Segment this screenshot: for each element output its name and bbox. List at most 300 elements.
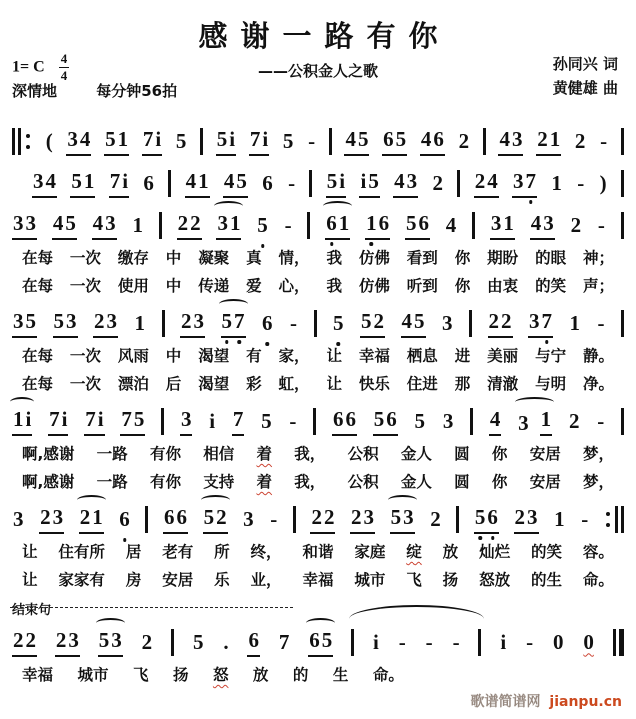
note-char: 6 — [433, 126, 444, 151]
note-char: 7 — [85, 406, 96, 431]
lyric-cell: 绽 — [406, 543, 422, 561]
octave-dot-below — [225, 340, 229, 344]
octave-dot-below — [266, 342, 270, 346]
note-char: 5 — [236, 168, 247, 193]
note-char: 4 — [420, 126, 432, 151]
note-token — [180, 309, 205, 338]
note-char: 1 — [132, 212, 143, 237]
note-char: - — [308, 128, 316, 153]
note-token — [553, 507, 566, 532]
lyric-cell: 圆 — [454, 445, 470, 463]
note-char: 3 — [527, 504, 538, 529]
note-token — [163, 505, 188, 534]
note-token — [104, 127, 129, 156]
note-char: 7 — [541, 309, 554, 334]
note-token — [192, 630, 205, 655]
barline-mark — [621, 128, 624, 155]
watermark-site-name: 歌谱简谱网 — [470, 694, 541, 710]
lyric-cell: 使用 — [117, 277, 149, 295]
lyric-cell: 的笑 — [535, 277, 567, 295]
note-char: 2 — [568, 408, 580, 433]
note-char: 6 — [176, 504, 187, 529]
lyric-cell: 缴存 — [117, 249, 149, 267]
note-char: 2 — [501, 308, 512, 333]
header — [0, 0, 636, 108]
note-char: 4 — [487, 168, 498, 193]
note-char: 5 — [25, 308, 36, 333]
lyric-cell: 仿佛 — [358, 277, 390, 295]
note-token — [282, 129, 295, 154]
barline-mark — [307, 212, 310, 239]
lyric-cell: 一次 — [69, 277, 101, 295]
lyric-cell: 看到 — [406, 249, 438, 267]
lyric-cell: 栖息 — [406, 347, 438, 365]
note-token — [350, 505, 375, 534]
barline-mark — [457, 170, 460, 197]
note-token — [242, 507, 255, 532]
note-char: 6 — [378, 210, 390, 235]
note-char: 6 — [418, 210, 429, 235]
note-char: 3 — [243, 506, 254, 531]
barline-mark — [621, 170, 624, 197]
lyric-cell: 爱 — [246, 277, 262, 295]
lyric-cell: 你 — [491, 445, 508, 463]
note-token — [568, 409, 581, 434]
lyric-cell: 幸福 — [302, 571, 334, 589]
octave-dot-below — [337, 342, 341, 346]
note-token — [247, 628, 260, 657]
note-char: 3 — [490, 210, 502, 235]
key-value: C — [33, 58, 45, 76]
note-char: - — [526, 629, 534, 654]
slur-arc — [214, 201, 243, 211]
lyric-cell: 仿佛 — [358, 249, 390, 267]
lyric-cell: 着 — [256, 473, 273, 491]
barline — [162, 310, 165, 337]
lyric-cell: 那 — [454, 375, 471, 393]
lyric-cell: 你 — [454, 277, 471, 295]
barline — [621, 408, 624, 435]
note-char: 3 — [518, 410, 529, 435]
lyric-cell: 凝聚 — [198, 249, 230, 267]
note-char: 6 — [262, 170, 273, 195]
note-token — [12, 407, 32, 436]
lyric-cell: 的眼 — [535, 249, 567, 267]
note-char: 2 — [351, 504, 362, 529]
lyric-cell: 安居 — [162, 571, 194, 589]
lyric-cell: 安居 — [529, 473, 561, 491]
note-char: - — [284, 212, 292, 237]
note-token — [405, 211, 430, 240]
note-token — [185, 169, 210, 198]
note-char: 5 — [261, 408, 272, 433]
note-char: 3 — [68, 627, 79, 652]
repeat-dots — [26, 134, 30, 149]
note-char: i — [122, 168, 129, 193]
note-char: 6 — [345, 406, 356, 431]
music-line — [10, 406, 626, 436]
final-barline — [613, 629, 624, 656]
note-token — [332, 407, 357, 436]
note-token — [597, 311, 606, 336]
note-token — [552, 630, 565, 655]
barline-mark — [145, 506, 148, 533]
note-char: i — [209, 408, 216, 433]
barline-mark — [171, 629, 174, 656]
note-token — [514, 505, 539, 534]
note-char: - — [597, 212, 605, 237]
barline-mark — [621, 310, 624, 337]
lyric-cell: 中 — [165, 277, 182, 295]
barline — [313, 408, 316, 435]
barline — [472, 212, 475, 239]
repeat-dots — [606, 512, 610, 527]
lyric-line — [10, 246, 626, 268]
note-token — [269, 507, 278, 532]
note-token — [45, 129, 54, 154]
note-token — [414, 409, 427, 434]
note-char: 5 — [216, 126, 228, 151]
lyric-cell: 我， — [294, 473, 326, 491]
note-char: 5 — [71, 168, 82, 193]
lyric-cell: 进 — [454, 347, 471, 365]
note-char: 3 — [363, 504, 375, 529]
barline — [159, 212, 162, 239]
expression-marking: 深情地 — [12, 82, 58, 100]
note-char: i — [61, 406, 68, 431]
note-char: 3 — [13, 308, 24, 333]
barline-mark — [309, 170, 312, 197]
end-repeat — [604, 506, 624, 533]
note-token — [55, 628, 80, 657]
note-token — [12, 211, 37, 240]
note-char: 3 — [105, 210, 116, 235]
ending-label: 结束句 — [12, 603, 52, 618]
lyric-cell: 净。 — [582, 375, 614, 393]
note-token — [580, 507, 589, 532]
note-char: 5 — [361, 308, 372, 333]
octave-dot-below — [370, 242, 374, 246]
note-char — [530, 411, 540, 436]
note-char: 6 — [386, 406, 397, 431]
note-char: i — [229, 126, 236, 151]
lyric-cell: 的笑 — [530, 543, 562, 561]
lyric-cell: 怒放 — [479, 571, 511, 589]
note-char: 4 — [345, 126, 356, 151]
note-char: 3 — [529, 308, 540, 333]
barline — [168, 170, 171, 197]
lyric-cell: 中 — [165, 249, 182, 267]
note-char: 2 — [430, 506, 441, 531]
note-char: 7 — [121, 406, 132, 431]
note-char: 1 — [229, 210, 241, 235]
meter-numerator: 4 — [59, 52, 70, 68]
note-token — [131, 213, 144, 238]
lyric-cell: 让 — [22, 571, 38, 589]
note-char: 3 — [66, 308, 77, 333]
note-char: 3 — [442, 408, 454, 433]
lyric-cell: 渴望 — [198, 347, 230, 365]
note-token — [442, 409, 455, 434]
barline-mark — [470, 408, 473, 435]
lyric-cell: 公积 — [347, 445, 379, 463]
note-token — [550, 171, 563, 196]
lyric-cell: 快乐 — [358, 375, 390, 393]
note-char: 5 — [368, 168, 379, 193]
note-token — [525, 630, 534, 655]
note-char: 2 — [514, 504, 525, 529]
note-char: 5 — [332, 311, 345, 336]
note-token — [425, 630, 434, 655]
note-char: 2 — [458, 128, 470, 153]
note-token — [134, 311, 147, 336]
octave-dot-below — [261, 244, 265, 248]
note-char: - — [289, 408, 297, 433]
note-char: 3 — [217, 210, 228, 235]
lyric-cell: 我 — [326, 249, 342, 267]
lyric-cell: 让 — [22, 543, 38, 561]
note-char: 1 — [13, 406, 24, 431]
note-token — [372, 630, 380, 655]
barline — [483, 128, 486, 155]
note-char: 5 — [53, 308, 64, 333]
lyric-cell: 期盼 — [487, 249, 519, 267]
note-token — [499, 630, 507, 655]
note-token — [432, 171, 445, 196]
lyric-cell: 安居 — [529, 445, 561, 463]
note-token — [359, 169, 379, 198]
tie-arc — [349, 605, 485, 633]
page-title: 感谢一路有你 — [198, 19, 451, 53]
score — [0, 108, 636, 685]
note-token — [517, 407, 552, 436]
lyric-cell: 飞 — [406, 571, 422, 589]
note-char: 2 — [40, 504, 51, 529]
lyricist: 孙同兴 词 — [552, 55, 618, 73]
barline-mark — [200, 128, 203, 155]
note-token — [325, 211, 350, 240]
note-token — [232, 407, 245, 436]
lyric-cell: 啊,感谢 — [22, 473, 75, 491]
lyric-cell: 让 — [326, 375, 342, 393]
note-char: 7 — [49, 406, 60, 431]
lyric-cell: 漂泊 — [117, 375, 149, 393]
barline-mark — [329, 128, 332, 155]
note-char: - — [581, 506, 589, 531]
note-char: 1 — [540, 407, 553, 436]
note-char: 7 — [249, 126, 261, 151]
note-token — [221, 309, 246, 338]
note-char: 4 — [489, 406, 501, 431]
note-char: 5 — [405, 210, 417, 235]
note-char: i — [339, 168, 346, 193]
note-char: 5 — [373, 406, 385, 431]
note-char: 3 — [111, 627, 122, 652]
barline — [329, 128, 332, 155]
note-char: 3 — [52, 504, 64, 529]
lyric-cell: 心， — [278, 277, 310, 295]
note-char: 7 — [109, 168, 121, 193]
lyric-cell: 传递 — [198, 277, 230, 295]
note-token — [203, 505, 228, 534]
note-char: 6 — [261, 311, 274, 336]
note-char: i — [500, 629, 507, 654]
lyric-cell: 一路 — [96, 445, 128, 463]
note-char: 6 — [486, 505, 499, 530]
note-token — [401, 309, 426, 338]
note-char: 6 — [383, 126, 394, 151]
octave-dot-below — [529, 200, 533, 204]
barline-mark — [12, 128, 15, 155]
ending-section-row — [10, 599, 626, 618]
barline-mark — [472, 212, 475, 239]
note-token — [109, 169, 129, 198]
lyric-cell: 由衷 — [487, 277, 519, 295]
lyric-cell: 着 — [256, 445, 273, 463]
barline-mark — [162, 310, 165, 337]
note-char: 2 — [216, 504, 227, 529]
note-char: 2 — [488, 308, 499, 333]
barline — [621, 212, 624, 239]
note-char: i — [155, 126, 162, 151]
note-token — [260, 409, 273, 434]
note-token — [288, 409, 297, 434]
note-token — [441, 311, 454, 336]
note-char: - — [597, 310, 605, 335]
note-char: 2 — [537, 126, 548, 151]
note-char: 4 — [52, 210, 64, 235]
lyric-cell: 的 — [292, 666, 309, 684]
note-char: 2 — [141, 629, 153, 654]
note-char: 7 — [233, 309, 246, 334]
note-char: 6 — [332, 406, 344, 431]
note-char: i — [262, 126, 269, 151]
lyric-cell: 支持 — [203, 473, 235, 491]
note-char: 4 — [79, 126, 91, 151]
lyric-cell: 家庭 — [354, 543, 386, 561]
note-char: i — [373, 629, 379, 654]
note-char: 2 — [311, 504, 322, 529]
note-char: 2 — [79, 504, 91, 529]
note-char: 1 — [92, 504, 103, 529]
note-char: 1 — [83, 168, 95, 193]
note-token — [142, 171, 155, 196]
note-token — [208, 409, 216, 434]
note-char: 2 — [373, 308, 384, 333]
note-char: 5 — [395, 126, 407, 151]
note-char: i — [25, 406, 32, 431]
note-char: 3 — [13, 210, 24, 235]
watermark-url: jianpu.cn — [549, 694, 622, 710]
note-token — [390, 505, 415, 534]
lyric-cell: 有你 — [149, 445, 181, 463]
note-token — [458, 129, 471, 154]
note-char: 3 — [106, 308, 117, 333]
note-token — [12, 628, 37, 657]
lyric-cell: 扬 — [442, 571, 459, 589]
note-char: i — [360, 168, 367, 193]
barline-mark — [168, 170, 171, 197]
lyric-cell: 在每 — [22, 375, 54, 393]
lyric-cell: 一次 — [69, 375, 101, 393]
barline — [456, 506, 459, 533]
note-char: 5 — [221, 309, 234, 334]
note-char: 2 — [432, 170, 443, 195]
note-char: 3 — [442, 310, 453, 335]
note-token — [474, 169, 499, 198]
lyric-line — [10, 344, 626, 366]
lyric-cell: 扬 — [172, 666, 189, 684]
lyric-cell: 啊,感谢 — [22, 445, 75, 463]
score-system-intro-line-1 — [10, 126, 626, 156]
note-token — [70, 169, 95, 198]
note-token — [12, 507, 25, 532]
note-char: 2 — [570, 212, 582, 237]
lyric-cell: 命。 — [582, 571, 614, 589]
lyric-line — [10, 540, 626, 562]
note-token — [142, 127, 162, 156]
note-char: - — [290, 310, 297, 335]
note-token — [32, 169, 57, 198]
note-char: 1 — [503, 210, 514, 235]
note-token — [93, 309, 118, 338]
slur-arc — [306, 618, 335, 628]
note-token — [308, 628, 333, 657]
note-char: 4 — [499, 126, 510, 151]
barline — [200, 128, 203, 155]
barline — [293, 506, 296, 533]
lyric-cell: 终， — [250, 543, 282, 561]
lyric-cell: 一路 — [96, 473, 128, 491]
note-char: 6 — [325, 211, 338, 236]
composer: 黄健雄 曲 — [552, 79, 618, 97]
ending-dashed-line — [10, 607, 293, 608]
note-token — [118, 507, 131, 532]
lyric-cell: 渴望 — [198, 375, 230, 393]
time-signature — [59, 52, 70, 84]
note-token — [307, 129, 316, 154]
octave-dot-below — [330, 242, 334, 246]
barline-mark — [456, 506, 459, 533]
lyric-cell: 金人 — [400, 445, 432, 463]
lyric-cell: 灿烂 — [479, 543, 511, 561]
lyric-cell: 情， — [278, 249, 310, 267]
note-token — [66, 127, 91, 156]
note-char: 4 — [45, 168, 56, 193]
note-char: 2 — [474, 168, 486, 193]
lyric-cell: 梦， — [582, 445, 614, 463]
barline — [161, 408, 164, 435]
barline-mark — [615, 506, 618, 533]
note-char: - — [600, 128, 608, 153]
slur-arc — [10, 397, 34, 407]
barline-mark — [483, 128, 486, 155]
note-char: 5 — [98, 627, 110, 652]
note-token — [489, 407, 502, 436]
note-token — [223, 169, 248, 198]
note-token — [528, 309, 553, 338]
note-char: 4 — [394, 168, 405, 193]
barline-mark — [469, 310, 472, 337]
note-char: 4 — [530, 210, 542, 235]
note-char: 1 — [134, 310, 145, 335]
note-char: 2 — [177, 210, 189, 235]
note-char: 4 — [92, 210, 104, 235]
barline-mark — [621, 408, 624, 435]
lyric-cell: 与宁 — [535, 347, 567, 365]
note-token — [216, 127, 236, 156]
note-token — [92, 211, 117, 240]
